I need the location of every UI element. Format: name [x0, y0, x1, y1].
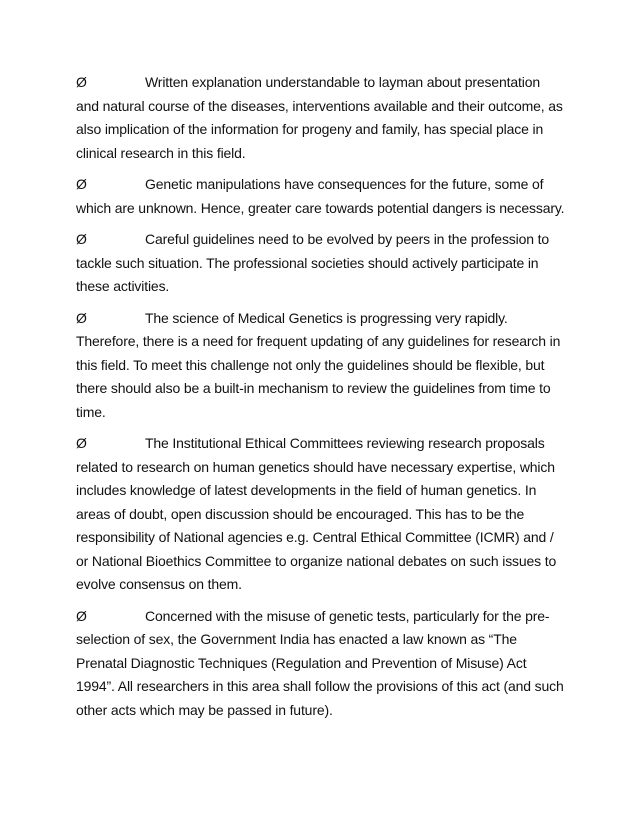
bullet-symbol: Ø: [76, 231, 87, 247]
bullet-symbol: Ø: [76, 607, 87, 624]
paragraph-text: The Institutional Ethical Committees reviewing research proposals related to research on human genetics should have necessary expertise, which includes knowledge of latest developments in the field of human genetics. In areas of doubt, open discussion should be encouraged. This has to be the responsibility of National agencies e.g. Central Ethical Committee (ICMR) and / or National Bioethics Committee to organize national debates on such issues to evolve consensus on them.: [76, 435, 557, 592]
paragraph-misuse-of-tests: [76, 605, 566, 723]
paragraph-medical-genetics: [76, 307, 566, 425]
paragraph-text: Careful guidelines need to be evolved by peers in the profession to tackle such situation. The professional societies should actively participate in these activities.: [76, 231, 549, 294]
paragraph-written-explanation: [76, 71, 566, 165]
bullet-symbol: Ø: [76, 176, 87, 192]
paragraph-careful-guidelines: [76, 228, 566, 299]
bullet-symbol: Ø: [76, 309, 87, 326]
paragraph-text: Concerned with the misuse of genetic tests, particularly for the pre-selection of sex, the Government India has enacted a law known as “The Prenatal Diagnostic Techniques (Regulation and Prevention of Misuse) Act 1994”. All researchers in this area shall follow the provisions of this act (and such other acts which may be passed in future).: [76, 607, 564, 718]
paragraph-ethical-committees: [76, 432, 566, 597]
paragraph-text: The science of Medical Genetics is progressing very rapidly. Therefore, there is a need for frequent updating of any guidelines for research in this field. To meet this challenge not only the guidelines should be flexible, but there should also be a built-in mechanism to review the guidelines from time to time.: [76, 309, 561, 420]
document-body: [76, 71, 566, 730]
bullet-symbol: Ø: [76, 435, 87, 451]
paragraph-genetic-manipulations: [76, 173, 566, 220]
bullet-symbol: Ø: [76, 74, 87, 90]
paragraph-text: Genetic manipulations have consequences for the future, some of which are unknown. Hence, greater care towards potential dangers is necessary.: [76, 176, 565, 216]
paragraph-text: Written explanation understandable to layman about presentation and natural course of the diseases, interventions available and their outcome, as also implication of the information for progeny and family, has special place in clinical research in this field.: [76, 74, 563, 161]
